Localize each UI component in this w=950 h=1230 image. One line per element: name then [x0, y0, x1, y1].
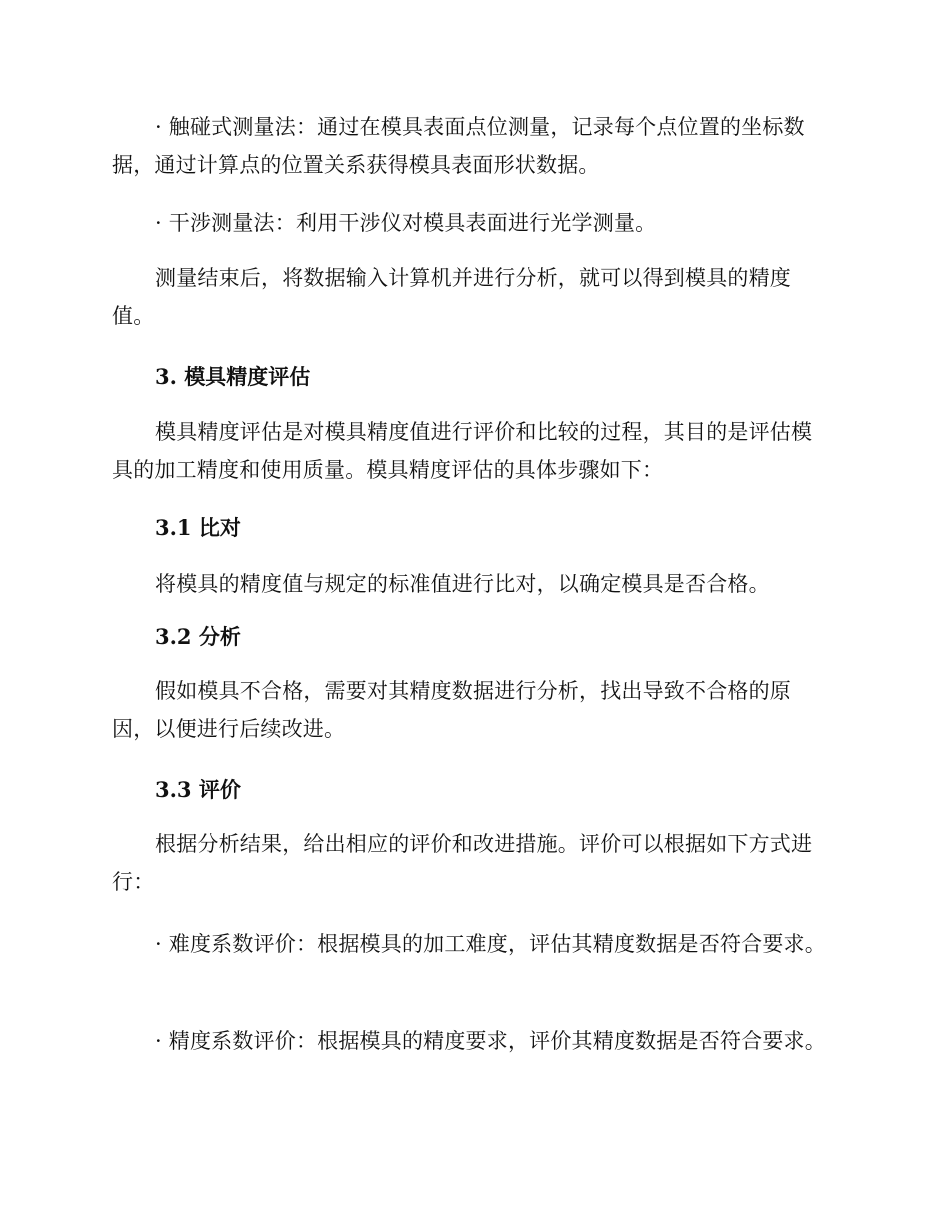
paragraph-evaluation-intro: 模具精度评估是对模具精度值进行评价和比较的过程，其目的是评估模具的加工精度和使用质量。模具精度评估的具体步骤如下：	[112, 420, 813, 482]
heading-analysis: 3.2 分析	[155, 624, 241, 649]
paragraph-precision-coefficient: · 精度系数评价：根据模具的精度要求，评价其精度数据是否符合要求。	[155, 1029, 826, 1053]
heading-comparison: 3.1 比对	[155, 515, 241, 540]
paragraph-interference-measurement: · 干涉测量法：利用干涉仪对模具表面进行光学测量。	[155, 211, 657, 235]
paragraph-analysis: 假如模具不合格，需要对其精度数据进行分析，找出导致不合格的原因，以便进行后续改进。	[112, 679, 791, 741]
paragraph-comparison: 将模具的精度值与规定的标准值进行比对，以确定模具是否合格。	[155, 572, 770, 596]
heading-mold-precision-evaluation: 3. 模具精度评估	[155, 364, 311, 389]
paragraph-contact-measurement: · 触碰式测量法：通过在模具表面点位测量，记录每个点位置的坐标数据，通过计算点的位置关系获得模具表面形状数据。	[112, 115, 805, 177]
paragraph-measurement-result: 测量结束后，将数据输入计算机并进行分析，就可以得到模具的精度值。	[112, 266, 791, 328]
heading-evaluation: 3.3 评价	[155, 777, 241, 802]
paragraph-evaluation: 根据分析结果，给出相应的评价和改进措施。评价可以根据如下方式进行：	[112, 832, 813, 894]
paragraph-difficulty-coefficient: · 难度系数评价：根据模具的加工难度，评估其精度数据是否符合要求。	[155, 932, 826, 956]
